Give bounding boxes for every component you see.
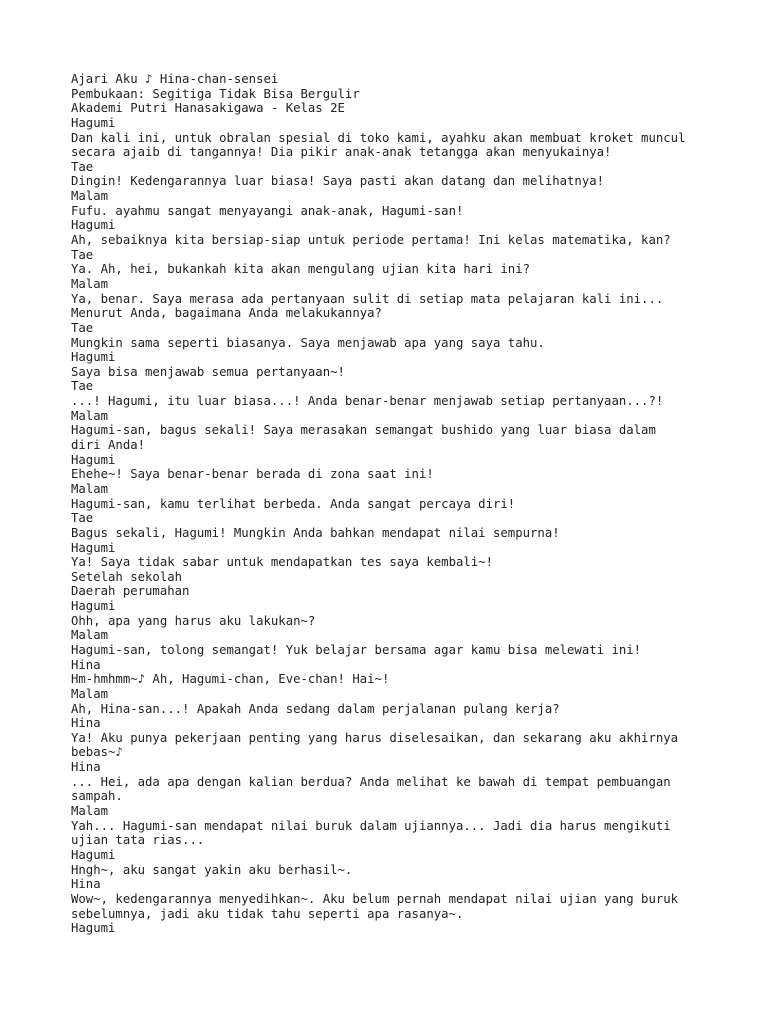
scene-heading: Setelah sekolah bbox=[71, 569, 183, 584]
dialogue-line: Ya. Ah, hei, bukankah kita akan mengulang ujian kita hari ini? bbox=[71, 262, 531, 277]
speaker-name: Hina bbox=[71, 877, 101, 892]
dialogue-line: Ah, Hina-san...! Apakah Anda sedang dalam perjalanan pulang kerja? bbox=[71, 701, 560, 716]
dialogue-line: bebas~♪ bbox=[71, 745, 123, 760]
dialogue-line: Menurut Anda, bagaimana Anda melakukannya? bbox=[71, 306, 382, 321]
speaker-name: Malam bbox=[71, 408, 109, 423]
document-title: Ajari Aku ♪ Hina-chan-sensei bbox=[71, 72, 279, 86]
speaker-name: Malam bbox=[71, 628, 109, 643]
speaker-name: Hina bbox=[71, 657, 101, 672]
dialogue-line: Ya, benar. Saya merasa ada pertanyaan sulit di setiap mata pelajaran kali ini... bbox=[71, 291, 664, 306]
dialogue-line: sebelumnya, jadi aku tidak tahu seperti apa rasanya~. bbox=[71, 906, 464, 921]
speaker-name: Malam bbox=[71, 189, 109, 204]
dialogue-line: sampah. bbox=[71, 789, 123, 804]
scene-location: Akademi Putri Hanasakigawa - Kelas 2E bbox=[71, 101, 345, 116]
dialogue-line: ...! Hagumi, itu luar biasa...! Anda benar-benar menjawab setiap pertanyaan...?! bbox=[71, 394, 664, 409]
dialogue-line: secara ajaib di tangannya! Dia pikir anak-anak tetangga akan menyukainya! bbox=[71, 145, 612, 160]
dialogue-line: Saya bisa menjawab semua pertanyaan~! bbox=[71, 364, 345, 379]
speaker-name: Hagumi bbox=[71, 350, 116, 365]
dialogue-line: Hagumi-san, bagus sekali! Saya merasakan semangat bushido yang luar biasa dalam bbox=[71, 423, 656, 438]
dialogue-line: Mungkin sama seperti biasanya. Saya menjawab apa yang saya tahu. bbox=[71, 335, 545, 350]
dialogue-line: ... Hei, ada apa dengan kalian berdua? Anda melihat ke bawah di tempat pembuangan bbox=[71, 774, 671, 789]
dialogue-line: Wow~, kedengarannya menyedihkan~. Aku belum pernah mendapat nilai ujian yang buruk bbox=[71, 891, 679, 906]
speaker-name: Tae bbox=[71, 159, 94, 174]
dialogue-line: Hm-hmhmm~♪ Ah, Hagumi-chan, Eve-chan! Hai~! bbox=[71, 672, 390, 687]
speaker-name: Hagumi bbox=[71, 847, 116, 862]
dialogue-line: Hagumi-san, kamu terlihat berbeda. Anda sangat percaya diri! bbox=[71, 496, 516, 511]
speaker-name: Hagumi bbox=[71, 218, 116, 233]
dialogue-line: diri Anda! bbox=[71, 438, 146, 453]
speaker-name: Hagumi bbox=[71, 921, 116, 936]
dialogue-line: Ohh, apa yang harus aku lakukan~? bbox=[71, 613, 316, 628]
speaker-name: Hagumi bbox=[71, 540, 116, 555]
speaker-name: Malam bbox=[71, 481, 109, 496]
dialogue-line: Ah, sebaiknya kita bersiap-siap untuk periode pertama! Ini kelas matematika, kan? bbox=[71, 233, 671, 248]
speaker-name: Hagumi bbox=[71, 115, 116, 130]
speaker-name: Tae bbox=[71, 511, 94, 526]
speaker-name: Hina bbox=[71, 760, 101, 775]
dialogue-line: Dingin! Kedengarannya luar biasa! Saya pasti akan datang dan melihatnya! bbox=[71, 174, 605, 189]
speaker-name: Hagumi bbox=[71, 599, 116, 614]
dialogue-line: Bagus sekali, Hagumi! Mungkin Anda bahkan mendapat nilai sempurna! bbox=[71, 525, 560, 540]
speaker-name: Tae bbox=[71, 320, 94, 335]
scene-location: Daerah perumahan bbox=[71, 584, 190, 599]
speaker-name: Hina bbox=[71, 716, 101, 731]
dialogue-line: Hngh~, aku sangat yakin aku berhasil~. bbox=[71, 862, 353, 877]
dialogue-line: Yah... Hagumi-san mendapat nilai buruk dalam ujiannya... Jadi dia harus mengikuti bbox=[71, 818, 671, 833]
dialogue-line: Hagumi-san, tolong semangat! Yuk belajar bersama agar kamu bisa melewati ini! bbox=[71, 642, 642, 657]
speaker-name: Hagumi bbox=[71, 452, 116, 467]
speaker-name: Malam bbox=[71, 276, 109, 291]
dialogue-line: Ehehe~! Saya benar-benar berada di zona saat ini! bbox=[71, 467, 434, 482]
dialogue-line: ujian tata rias... bbox=[71, 833, 205, 848]
dialogue-line: Ya! Saya tidak sabar untuk mendapatkan tes saya kembali~! bbox=[71, 555, 493, 570]
speaker-name: Malam bbox=[71, 804, 109, 819]
dialogue-line: Dan kali ini, untuk obralan spesial di toko kami, ayahku akan membuat kroket muncul bbox=[71, 130, 686, 145]
speaker-name: Malam bbox=[71, 686, 109, 701]
document-text bbox=[71, 72, 751, 936]
dialogue-line: Ya! Aku punya pekerjaan penting yang harus diselesaikan, dan sekarang aku akhirnya bbox=[71, 730, 679, 745]
speaker-name: Tae bbox=[71, 379, 94, 394]
dialogue-line: Fufu. ayahmu sangat menyayangi anak-anak, Hagumi-san! bbox=[71, 203, 464, 218]
chapter-title: Pembukaan: Segitiga Tidak Bisa Bergulir bbox=[71, 86, 360, 101]
speaker-name: Tae bbox=[71, 247, 94, 262]
